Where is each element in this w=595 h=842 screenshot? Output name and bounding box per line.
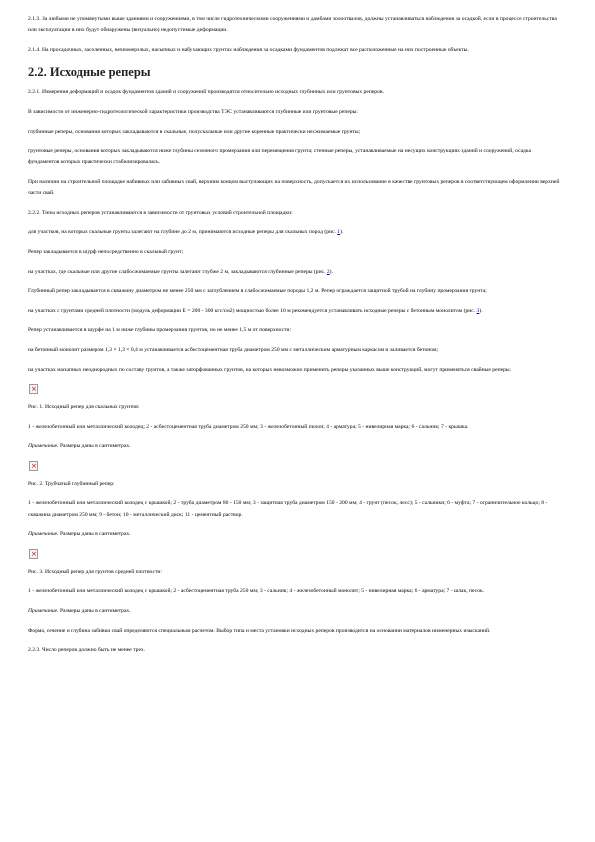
paragraph-pile-form: Форма, сечение и глубина забивки свай определяются специальным расчетом. Выбор типа и места установки исходных реперов производится на основании материалов инженерных изысканий. <box>28 627 491 634</box>
figure-3-caption: Рис. 3. Исходный репер для грунтов средней плотности: <box>28 568 162 575</box>
figure-3-broken-image-icon: × <box>31 549 37 558</box>
paragraph-2-2-2: 2.2.2. Типы исходных реперов устанавливаются в зависимости от грунтовых условий строительной площадки: <box>28 209 293 216</box>
figure-3-legend: 1 - железобетонный или металлический колодец с крышкой; 2 - асбестоцементная труба 250 мм; 3 - сальник; 4 - железобетонный монолит; 5 - нивелирная марка; 6 - арматура; 7 - шлак, песок. <box>28 588 485 595</box>
paragraph-pit: Репер закладывается в шурф непосредственно в скальный грунт; <box>28 248 184 255</box>
figure-2-caption: Рис. 2. Трубчатый глубинный репер: <box>28 480 115 487</box>
figure-2-legend: 1 - железобетонный или металлический колодец с крышкой; 2 - труба диаметром 80 - 150 мм; 3 - защитная труба диаметром 150 - 200 мм; 4 - грунт (песок, лесс); 5 - сальники; 6 - муфта; 7 - ограничительное кольцо; 8 - скважина диаметром 250 мм; 9 - бетон; 10 - металлический диск; 11 - цементный раствор. <box>28 500 548 518</box>
paragraph-fill-soils: на участках насыпных неоднородных по составу грунтов, а также заторфованных грунтов, на которых невозможно применить реперы указанных выше конструкций, могут применяться свайные реперы. <box>28 366 512 373</box>
figure-1-link[interactable]: 1 <box>337 229 341 236</box>
paragraph-rock-sites: для участков, на которых скальные грунты залегают на глубине до 2 м, принимаются исходные реперы для скальных пород (рис. 1). <box>28 229 344 236</box>
figure-1-legend: 1 - железобетонный или металлический колодец; 2 - асбестоцементная труба диаметром 250 мм; 3 - железобетонный пилон; 4 - арматура; 5 - нивелирная марка; 6 - сальник; 7 - крышка. <box>28 423 469 430</box>
figure-1-broken-image-icon: × <box>31 385 37 394</box>
figure-1-note: Примечание. Размеры даны в сантиметрах. <box>28 443 131 450</box>
paragraph-ground-benchmarks: грунтовые реперы, основания которых закладываются ниже глубины сезонного промерзания или перемещения грунта; стенные реперы, устанавливаемые на несущих конструкциях зданий и сооружений, осадка фундаментов которых практически стабилизировалась. <box>28 148 532 166</box>
paragraph-2-1-3: 2.1.3. За любыми не упомянутыми выше зданиями и сооружениями, в том числе гидротехническими сооружениями и дамбами золоотвалов, должны устанавливаться наблюдения за осадкой, если в процессе строительства или эксплуатации в них будут обнаружены (визуально) недопустимые деформации. <box>28 16 557 34</box>
figure-2-note: Примечание. Размеры даны в сантиметрах. <box>28 531 131 538</box>
figure-3-note: Примечание. Размеры даны в сантиметрах. <box>28 608 131 615</box>
paragraph-frost-depth: Репер устанавливается в шурфе на 1 м ниже глубины промерзания грунтов, но не менее 1,5 м от поверхности: <box>28 327 292 334</box>
paragraph-2-1-4: 2.1.4. На просадочных, засоленных, вечномерзлых, насыпных и набухающих грунтах наблюдения за осадками фундаментов подлежат все расположенные на них построенные объекты. <box>28 46 469 53</box>
figure-2-link[interactable]: 2 <box>326 268 330 275</box>
paragraph-monolith: на бетонный монолит размером 1,3 × 1,3 × 0,4 м устанавливается асбестоцементная труба диаметром 250 мм с металлическим арматурным каркасом и заливается бетоном; <box>28 346 439 353</box>
paragraph-2-2-3: 2.2.3. Число реперов должно быть не менее трех. <box>28 647 146 654</box>
figure-2-broken-image-icon: × <box>31 461 37 470</box>
paragraph-medium-soils: на участках с грунтами средней плотности (модуль деформации Е = 200 - 300 кгс/см2) мощностью более 10 м рекомендуется устанавливать исходные реперы с бетонным монолитом (рис. 3). <box>28 307 483 314</box>
paragraph-piles: При наличии на строительной площадке набивных или забивных свай, верхним концом выступающих на поверхность, допускается их использование в качестве грунтовых реперов в соответствующем оформлении верхней части свай. <box>28 178 560 197</box>
paragraph-deep-benchmarks: глубинные реперы, основания которых закладываются в скальные, полускальные или другие коренные практически несжимаемые грунты; <box>28 128 361 135</box>
paragraph-dependence: В зависимости от инженерно-гидрогеологической характеристики производства ТЭС устанавливаются глубинные или грунтовые реперы: <box>28 108 358 115</box>
figure-3-link[interactable]: 3 <box>476 307 480 314</box>
paragraph-deep-sites: на участках, где скальные или другие слабосжимаемые грунты залегают глубже 2 м, закладываются глубинные реперы (рис. 2). <box>28 268 333 275</box>
paragraph-well: Глубинный репер закладывается в скважину диаметром не менее 250 мм с заглублением в слабосжимаемые породы 1,2 м. Репер ограждается защитной трубой на глубину промерзания грунта; <box>28 288 487 295</box>
figure-1-caption: Рис. 1. Исходный репер для скальных грунтов: <box>28 404 140 411</box>
section-title: 2.2. Исходные реперы <box>28 65 151 80</box>
paragraph-2-2-1: 2.2.1. Измерения деформаций и осадок фундаментов зданий и сооружений производятся относительно исходных глубинных или грунтовых реперов. <box>28 89 384 96</box>
